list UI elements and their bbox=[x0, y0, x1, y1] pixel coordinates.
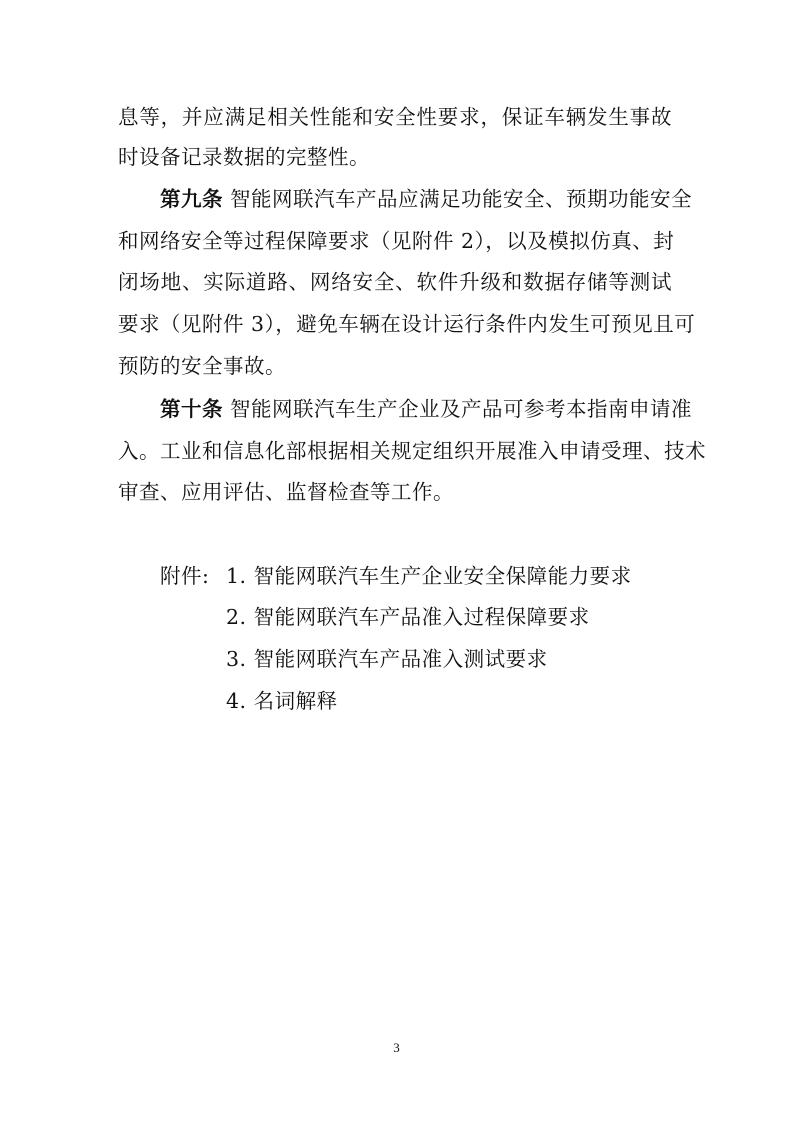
attachment-item-4: 4. 名词解释 bbox=[226, 689, 338, 713]
article-10-heading: 第十条 bbox=[160, 397, 223, 421]
attachment-item-2: 2. 智能网联汽车产品准入过程保障要求 bbox=[226, 605, 590, 629]
article-9-line-2: 和网络安全等过程保障要求（见附件 2），以及模拟仿真、封 bbox=[118, 229, 675, 253]
attachments-label: 附件: bbox=[160, 564, 210, 588]
article-10-line-1-text: 智能网联汽车生产企业及产品可参考本指南申请准 bbox=[230, 397, 693, 421]
article-10-line-3: 审查、应用评估、监督检查等工作。 bbox=[118, 480, 454, 504]
article-9-line-4: 要求（见附件 3），避免车辆在设计运行条件内发生可预见且可 bbox=[118, 312, 696, 336]
article-9-line-5: 预防的安全事故。 bbox=[118, 354, 286, 378]
article-10-line-2: 入。工业和信息化部根据相关规定组织开展准入申请受理、技术 bbox=[118, 439, 706, 463]
article-10-line-1 bbox=[160, 395, 693, 423]
article-9-line-3: 闭场地、实际道路、网络安全、软件升级和数据存储等测试 bbox=[118, 270, 672, 294]
para8-line-2: 时设备记录数据的完整性。 bbox=[118, 145, 370, 169]
page-number: 3 bbox=[393, 1040, 400, 1055]
article-9-line-1 bbox=[160, 185, 693, 213]
para8-line-1: 息等，并应满足相关性能和安全性要求，保证车辆发生事故 bbox=[118, 105, 672, 129]
attachment-item-1: 1. 智能网联汽车生产企业安全保障能力要求 bbox=[226, 564, 632, 588]
article-9-line-1-text: 智能网联汽车产品应满足功能安全、预期功能安全 bbox=[230, 187, 693, 211]
article-9-heading: 第九条 bbox=[160, 187, 223, 211]
attachment-item-3: 3. 智能网联汽车产品准入测试要求 bbox=[226, 647, 548, 671]
